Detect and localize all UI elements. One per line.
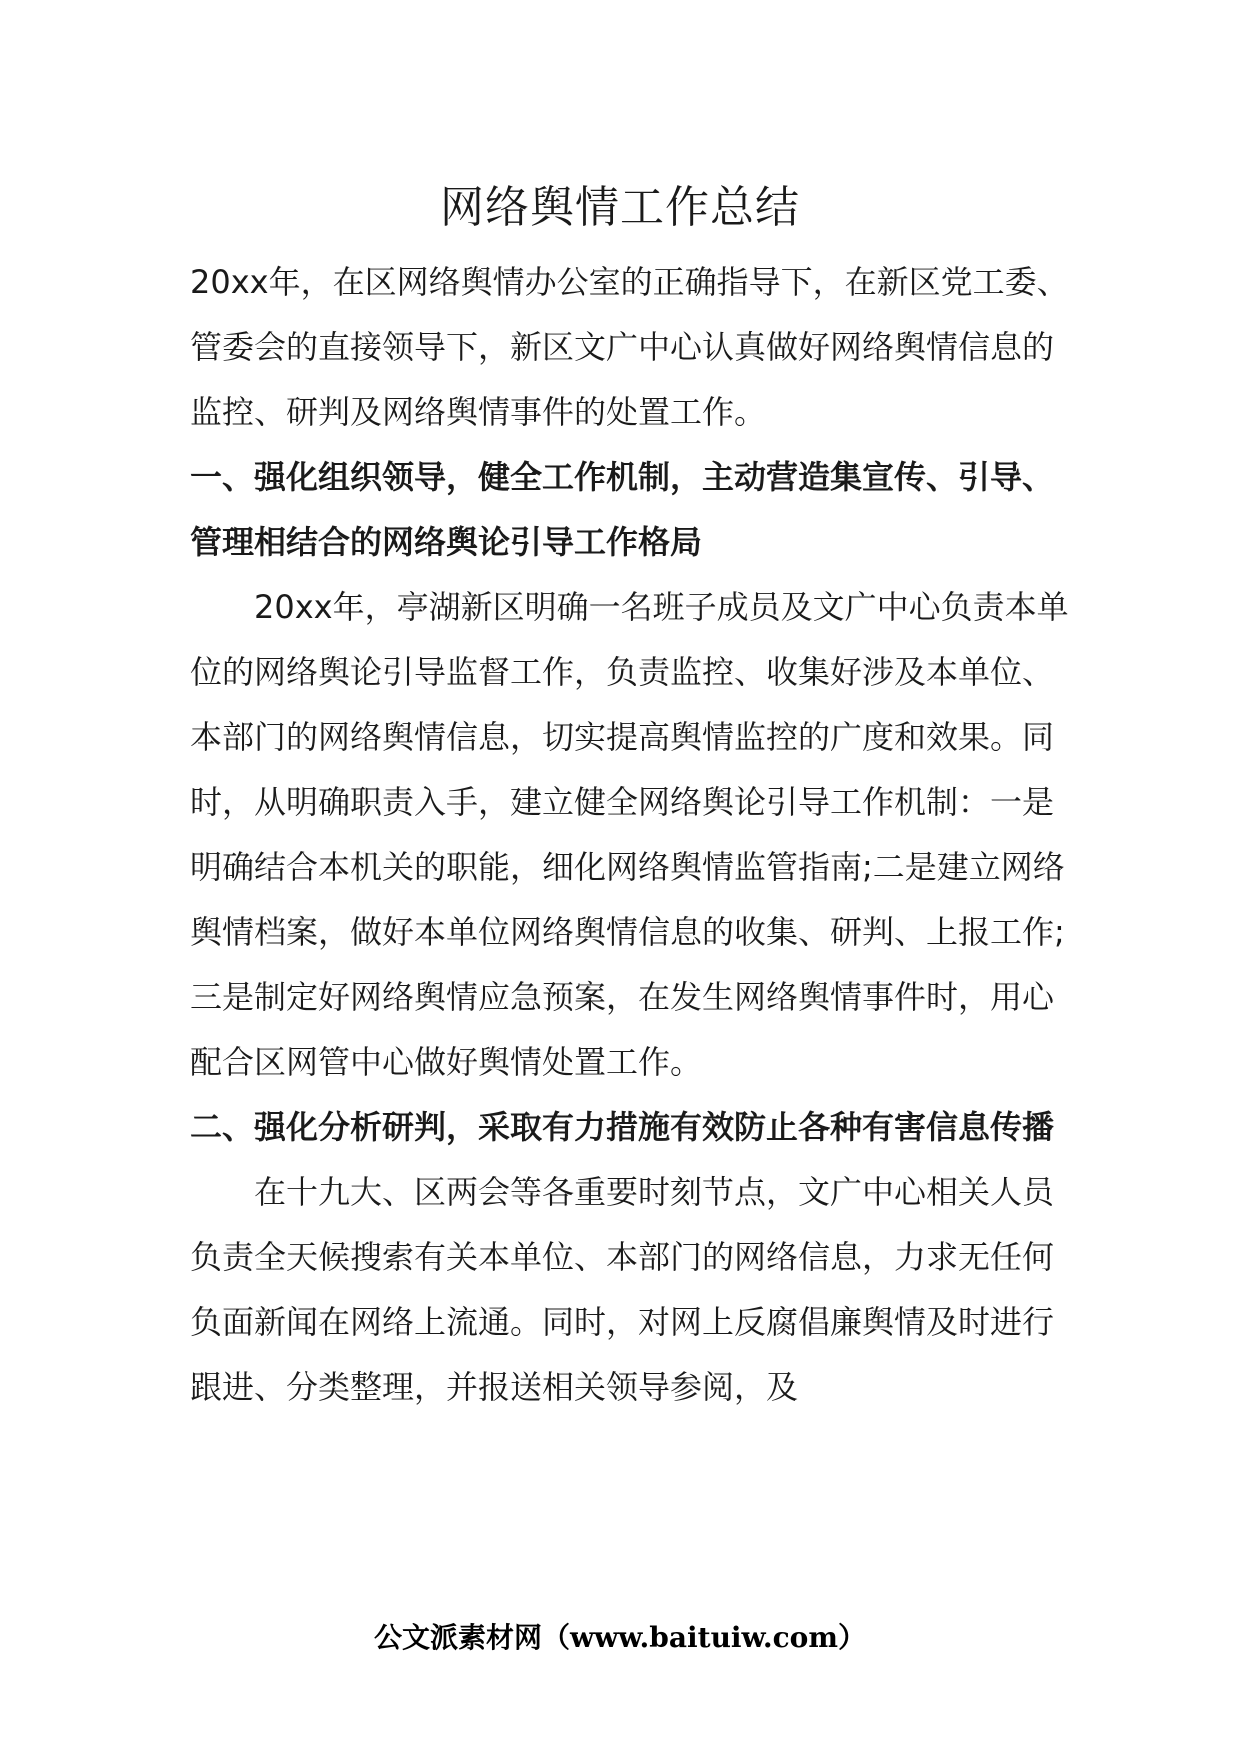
document-title: 网络舆情工作总结 bbox=[440, 182, 800, 233]
document-body bbox=[190, 250, 1070, 1420]
source-footer: 公文派素材网（www.baituiw.com） bbox=[374, 1621, 866, 1654]
section-paragraph-1: 20xx年，亭湖新区明确一名班子成员及文广中心负责本单位的网络舆论引导监督工作，负责监控、收集好涉及本单位、本部门的网络舆情信息，切实提高舆情监控的广度和效果。同时，从明确职责入手，建立健全网络舆论引导工作机制：一是明确结合本机关的职能，细化网络舆情监管指南;二是建立网络舆情档案，做好本单位网络舆情信息的收集、研判、上报工作;三是制定好网络舆情应急预案，在发生网络舆情事件时，用心配合区网管中心做好舆情处置工作。 bbox=[190, 588, 1069, 1081]
section-paragraph-2: 在十九大、区两会等各重要时刻节点，文广中心相关人员负责全天候搜索有关本单位、本部门的网络信息，力求无任何负面新闻在网络上流通。同时，对网上反腐倡廉舆情及时进行跟进、分类整理，并报送相关领导参阅，及 bbox=[190, 1173, 1055, 1406]
intro-paragraph: 20xx年，在区网络舆情办公室的正确指导下，在新区党工委、管委会的直接领导下，新区文广中心认真做好网络舆情信息的监控、研判及网络舆情事件的处置工作。 bbox=[190, 263, 1069, 431]
section-heading-1: 一、强化组织领导，健全工作机制，主动营造集宣传、引导、管理相结合的网络舆论引导工作格局 bbox=[190, 458, 1055, 561]
section-heading-2: 二、强化分析研判，采取有力措施有效防止各种有害信息传播 bbox=[190, 1108, 1055, 1146]
